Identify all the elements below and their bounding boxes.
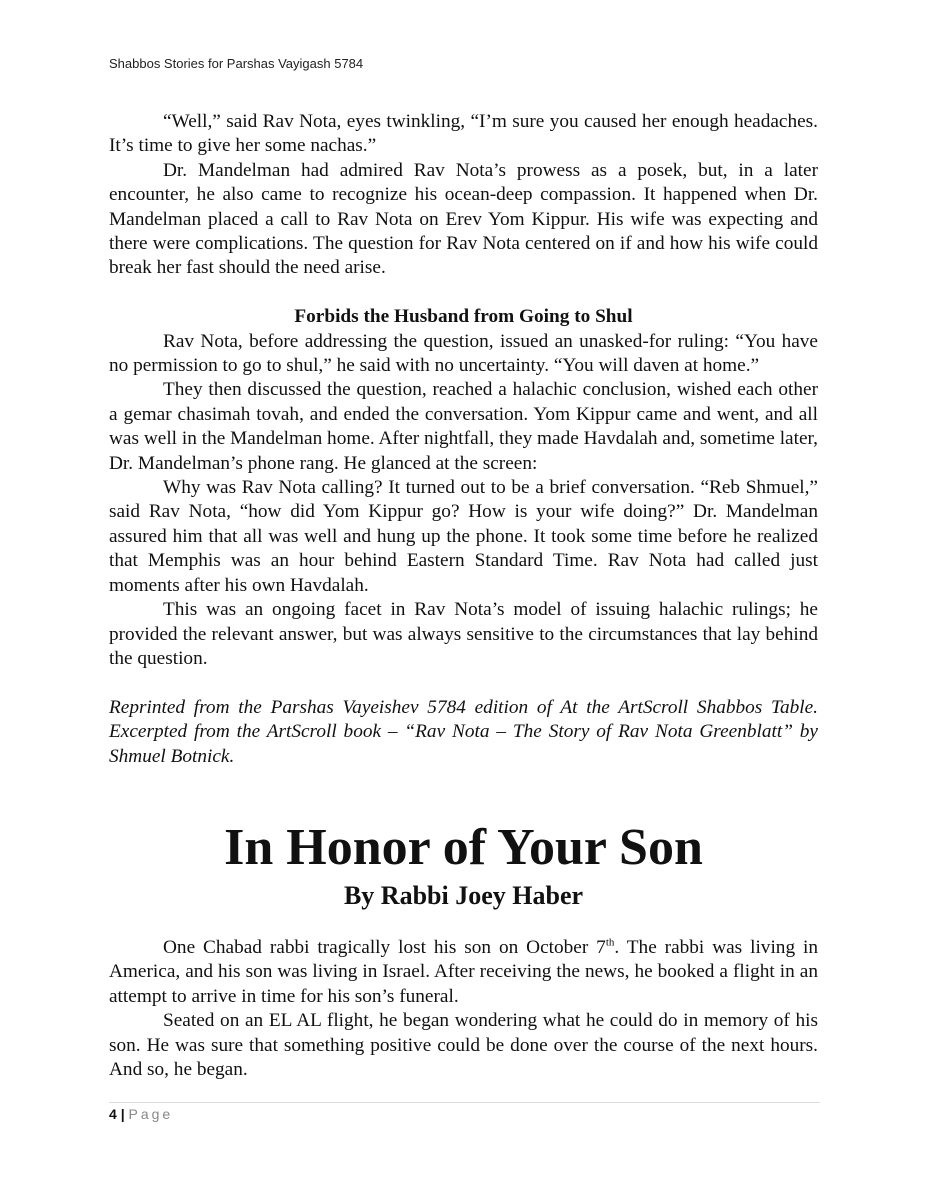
story1-body [109,110,818,769]
superscript: th [605,936,615,949]
subheading: Forbids the Husband from Going to Shul [294,306,633,328]
paragraph: Dr. Mandelman had admired Rav Nota’s prowess as a posek, but, in a later encounter, he also came to recognize his ocean-deep compassion. It happened when Dr. Mandelman placed a call to Rav Nota on Erev Yom Kippur. His wife was expecting and there were complications. The question for Rav Nota centered on if and how his wife could break her fast should the need arise. [109,159,818,279]
text: One Chabad rabbi tragically lost his son on October 7 [163,937,606,958]
paragraph: They then discussed the question, reached a halachic conclusion, wished each other a gemar chasimah tovah, and ended the conversation. Yom Kippur came and went, and all was well in the Mandelman home. After nightfall, they made Havdalah and, sometime later, Dr. Mandelman’s phone rang. He glanced at the screen: [109,379,818,474]
article-title: In Honor of Your Son [224,819,703,876]
paragraph: Why was Rav Nota calling? It turned out to be a brief conversation. “Reb Shmuel,” said Rav Nota, “how did Yom Kippur go? How is your wife doing?” Dr. Mandelman assured him that all was well and hung up the phone. It took some time before he realized that Memphis was an hour behind Eastern Standard Time. Rav Nota had called just moments after his own Havdalah. [109,477,818,596]
story2-body [109,936,818,1082]
paragraph: This was an ongoing facet in Rav Nota’s model of issuing halachic rulings; he provided the relevant answer, but was always sensitive to the circumstances that lay behind the question. [109,599,818,669]
text: . The rabbi was living in America, and his son was living in Israel. After receiving the news, he booked a flight in an attempt to arrive in time for his son’s funeral. [109,937,818,1007]
page-number: 4 [109,1106,117,1122]
page-label: Page [128,1106,174,1122]
paragraph [109,936,818,1009]
page-footer [109,1106,173,1122]
paragraph: “Well,” said Rav Nota, eyes twinkling, “I’m sure you caused her enough headaches. It’s time to give her some nachas.” [109,111,818,157]
running-header: Shabbos Stories for Parshas Vayigash 5784 [109,56,364,71]
paragraph: Rav Nota, before addressing the question, issued an unasked-for ruling: “You have no permission to go to shul,” he said with no uncertainty. “You will daven at home.” [109,330,818,377]
footer-separator: | [120,1106,125,1122]
footer-divider [109,1102,820,1103]
article-byline: By Rabbi Joey Haber [343,881,584,910]
reprint-credit: Reprinted from the Parshas Vayeishev 5784 edition of At the ArtScroll Shabbos Table. Excerpted from the ArtScroll book – “Rav Nota – The Story of Rav Nota Greenblatt” by Shmuel Botnick. [109,696,818,767]
paragraph: Seated on an EL AL flight, he began wondering what he could do in memory of his son. He was sure that something positive could be done over the course of the next hours. And so, he began. [109,1010,818,1081]
